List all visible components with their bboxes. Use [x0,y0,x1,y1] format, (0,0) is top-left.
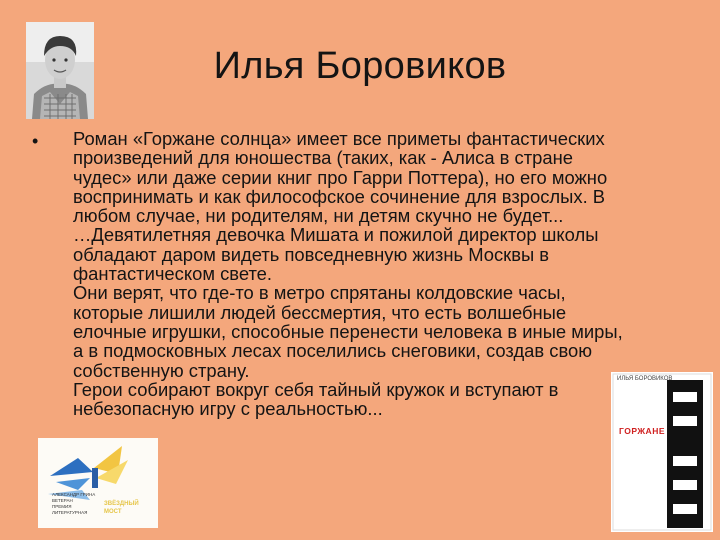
body-text [73,129,683,418]
award-logo [38,438,158,528]
book-title: ГОРЖАНЕ [619,426,666,436]
body-line: воспринимать и как философское сочинение для взрослых. В [73,185,606,207]
book-cover-art-icon [611,372,713,532]
body-line: …Девятилетняя девочка Мишата и пожилой директор школы [73,224,599,246]
logo-brand [104,500,139,516]
body-line: любом случае, ни родителям, ни детям скучно не будет... [73,205,564,227]
body-line: которые лишили людей бессмертия, что есть волшебные [73,301,567,323]
logo-line: ПРЕМИЯ [52,504,72,509]
body-line: собственную страну. [73,359,250,381]
slide-title: Илья Боровиков [213,45,507,87]
author-photo-icon [26,22,94,119]
logo-line: АЛЕКСАНДР ГРИНА [52,492,96,497]
logo-brand-line: ЗВЁЗДНЫЙ [104,501,139,507]
logo-line: ВЕТЕРАН [52,498,73,503]
book-cover [611,372,713,532]
bullet-marker: • [32,131,39,151]
body-line: фантастическом свете. [73,263,273,285]
body-line: небезопасную игру с реальностью... [73,398,383,420]
body-line: произведений для юношества (таких, как - Алиса в стране [73,147,573,169]
author-portrait [26,22,94,119]
logo-line: ЛИТЕРАТУРНАЯ [52,510,88,515]
body-line: Роман «Горжане солнца» имеет все приметы фантастических [73,128,605,149]
body-line: Герои собирают вокруг себя тайный кружок и вступают в [73,378,559,400]
body-line: елочные игрушки, способные перенести человека в иные миры, [73,320,623,342]
body-line: обладают даром видеть повседневную жизнь Москвы в [73,243,550,265]
book-author: ИЛЬЯ БОРОВИКОВ [617,376,673,382]
logo-brand-line: МОСТ [104,509,122,515]
body-line: Они верят, что где-то в метро спрятаны колдовские часы, [73,282,566,304]
body-line: чудес» или даже серии книг про Гарри Поттера), но его можно [73,166,608,188]
body-line: а в подмосковных лесах поселились снеговики, создав свою [73,340,593,362]
